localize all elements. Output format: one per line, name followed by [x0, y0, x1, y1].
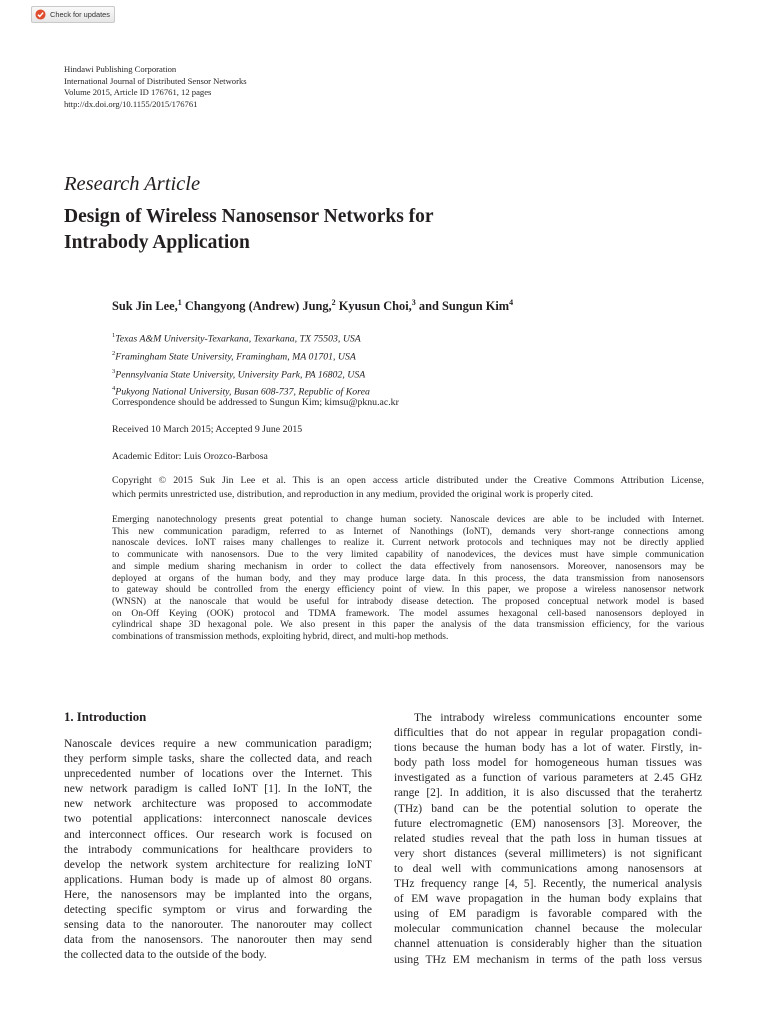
abstract [112, 515, 704, 644]
left-column [64, 737, 372, 963]
affiliation: $^1$Texas A&M University-Texarkana, Texarkana, TX 75503, USA [112, 332, 361, 345]
author-name: Changyong (Andrew) Jung, [184, 299, 332, 314]
author-list [112, 298, 513, 314]
abstract-line: Emerging nanotechnology presents great potential to change human society. Nanoscale devices are able to be included with Internet. [112, 515, 704, 525]
copyright-line: Copyright © 2015 Suk Jin Lee et al. This is an open access article distributed under the Creative Commons Attribution License, [112, 475, 704, 486]
received-date: Received 10 March 2015; Accepted 9 June 2015 [112, 424, 303, 435]
body-line: channel attenuation is considerably higher than the situation [394, 938, 702, 951]
body-line: investigated as a function of various parameters at 2.45 GHz [394, 772, 702, 785]
abstract-line: to communicate with nanosensors. Due to the very limited capability of nanodevices, the devices must have simple communication [112, 550, 704, 561]
author-affil-mark: 3 [411, 298, 416, 307]
body-line: body path loss model for homogeneous human tissues was [394, 757, 702, 770]
abstract-line: and simple medium sharing mechanism in order to collect the data effectively from nanosensors. Moreover, nanosensors may be [112, 561, 704, 572]
author-name: and Sungun Kim [418, 299, 510, 314]
body-line: molecular communication channel because the molecular [394, 923, 702, 936]
body-line: (THz) band can be the potential solution to operate the [394, 802, 702, 815]
abstract-line: cylindrical shape 3D hexagonal pole. We also present in this paper the analysis of the data transmission efficiency, for the various [112, 620, 704, 631]
body-line: two potential applications: interconnect nanoscale devices [64, 813, 372, 826]
journal-name: International Journal of Distributed Sensor Networks [64, 75, 247, 86]
affiliations [112, 329, 370, 400]
body-line: new network architecture was proposed to accommodate [64, 798, 372, 811]
abstract-line: combinations of transmission methods, exploiting hybrid, direct, and multi-hop methods. [112, 632, 449, 643]
section-heading: 1. Introduction [64, 710, 147, 724]
check-for-updates-label: Check for updates [50, 10, 110, 19]
affiliation: $^4$Pukyong National University, Busan 608-737, Republic of Korea [112, 385, 370, 398]
author-name: Suk Jin Lee, [112, 299, 178, 314]
body-line: very short distances (several millimeters) is not significant [394, 847, 702, 860]
author-affil-mark: 1 [177, 298, 182, 307]
abstract-line: deployed at organs of the human body, and they may produce large data. In this process, the data transmission from nanosensors [112, 573, 704, 584]
right-column [394, 711, 702, 968]
body-line: applications. Human body is made up of almost 80 organs. [64, 873, 372, 886]
abstract-line: to gateway should be controlled from the energy efficiency point of view. In this paper, we propose a wireless nanosensor network [112, 585, 704, 596]
abstract-line: on On-Off Keying (OOK) protocol and TDMA framework. The model assumes hexagonal cell-based nanosensors deployed in [112, 608, 704, 619]
academic-editor: Academic Editor: Luis Orozco-Barbosa [112, 451, 268, 462]
body-line: data from the nanosensors. The nanorouter then may send [64, 934, 372, 947]
body-line: using THz EM mechanism in terms of the path loss versus [394, 953, 702, 966]
body-line: difficulties that do not appear in regular propagation condi- [394, 727, 702, 740]
abstract-line: (WNSN) at the nanoscale that would be useful for intrabody disease detection. The proposed conceptual network model is based [112, 596, 704, 607]
journal-meta [64, 64, 247, 110]
affiliation: $^2$Framingham State University, Framingham, MA 01701, USA [112, 349, 356, 363]
body-line: to deal well with communications among nanosensors at [394, 862, 702, 875]
body-line: they perform simple tasks, share the collected data, and reach [64, 753, 372, 766]
copyright-line: which permits unrestricted use, distribution, and reproduction in any medium, provided the original work is properly cited. [112, 489, 594, 500]
check-for-updates-button[interactable] [31, 6, 115, 23]
paper-title [64, 204, 624, 256]
copyright-notice [112, 474, 704, 502]
body-line: sensing data to the nanorouter. The nanorouter may collect [64, 919, 372, 932]
volume-info: Volume 2015, Article ID 176761, 12 pages [64, 87, 212, 98]
check-for-updates-icon [35, 9, 46, 20]
body-line: unprecedented number of locations over the Internet. This [64, 768, 372, 781]
body-line: related studies reveal that the path loss in human tissues at [394, 832, 702, 845]
author-name: Kyusun Choi, [338, 299, 412, 314]
body-line: develop the network system architecture for realizing IoNT [64, 858, 372, 871]
author-affil-mark: 2 [331, 298, 336, 307]
body-line: new network paradigm is called IoNT [1]. In the IoNT, the [64, 783, 372, 796]
body-line: The intrabody wireless communications encounter some [414, 712, 702, 724]
body-line: future electromagnetic (EM) nanosensors [3]. Moreover, the [394, 817, 702, 830]
body-line: Nanoscale devices require a new communication paradigm; [64, 738, 372, 750]
abstract-line: This new communication paradigm, referred to as Internet of Nanothings (IoNT), demands very short-range connections among [112, 526, 704, 537]
body-line: the intrabody communications for healthcare providers to [64, 843, 372, 856]
body-line: THz frequency range [4, 5]. Recently, the numerical analysis [394, 878, 702, 891]
body-line: Here, the nanosensors may be implanted into the organs, [64, 888, 372, 901]
doi-link[interactable]: http://dx.doi.org/10.1155/2015/176761 [64, 98, 198, 109]
abstract-line: nanoscale devices. IoNT raises many challenges to realize it. Current network protocols and techniques may not be directly applied [112, 538, 704, 549]
body-line: of EM wave propagation in the human body explains that [394, 893, 702, 906]
body-line: and interconnect offices. Our research work is focused on [64, 828, 372, 841]
body-line: the collected data to the outside of the body. [64, 949, 267, 962]
correspondence: Correspondence should be addressed to Sungun Kim; kimsu@pknu.ac.kr [112, 397, 399, 408]
body-line: tions because the human body has a lot of water. Firstly, in- [394, 742, 702, 755]
title-line: Intrabody Application [64, 232, 250, 253]
title-line: Design of Wireless Nanosensor Networks for [64, 206, 434, 227]
author-affil-mark: 4 [509, 298, 514, 307]
body-line: using of EM paradigm is favorable compared with the [394, 908, 702, 921]
affiliation: $^3$Pennsylvania State University, University Park, PA 16802, USA [112, 367, 366, 380]
article-type: Research Article [64, 173, 201, 195]
publisher: Hindawi Publishing Corporation [64, 64, 177, 74]
body-line: range [2]. In addition, it is also discussed that the terahertz [394, 787, 702, 800]
body-line: detecting specific symptom or virus and forwarding the [64, 904, 372, 917]
